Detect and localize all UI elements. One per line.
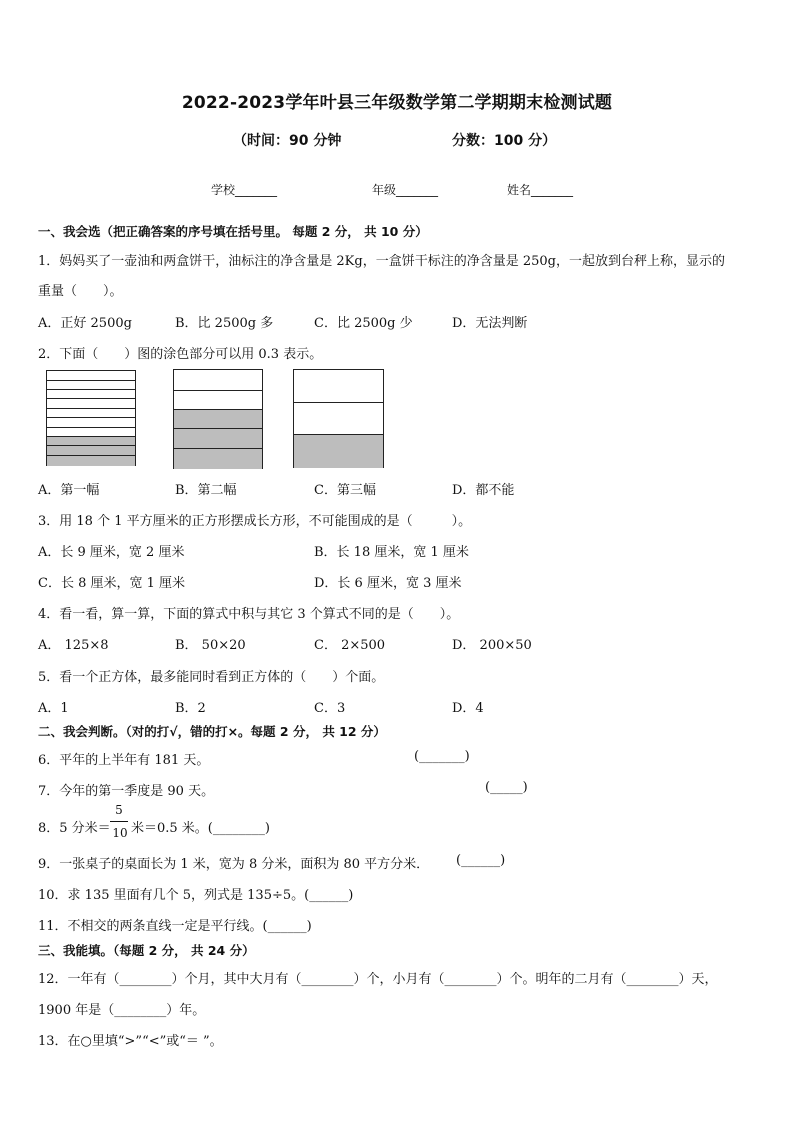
name-field: 姓名_______ <box>507 183 574 197</box>
question-8-pre: 8．5 分米＝ <box>38 821 111 836</box>
figure-1 <box>46 370 136 466</box>
question-7: 7．今年的第一季度是 90 天。 <box>38 784 215 799</box>
q1-option-d: D．无法判断 <box>452 316 528 331</box>
grade-field: 年级_______ <box>372 183 439 197</box>
question-4: 4．看一看，算一算，下面的算式中积与其它 3 个算式不同的是（ ）。 <box>38 607 460 622</box>
fraction-denominator: 10 <box>112 826 128 840</box>
question-13: 13．在○里填“>”“<”或“＝ ”。 <box>38 1034 223 1049</box>
exam-score: 分数：100 分） <box>452 133 557 149</box>
question-1-line1: 1．妈妈买了一壶油和两盒饼干，油标注的净含量是 2Kg，一盒饼干标注的净含量是 250g，一起放到台秤上称，显示的 <box>38 254 725 269</box>
question-8-post: 米＝0.5 米。(________) <box>131 821 270 836</box>
fraction-bar <box>110 821 128 822</box>
q4-option-c: C． 2×500 <box>314 638 386 653</box>
question-7-blank: (_____) <box>485 780 528 795</box>
question-1-line2: 重量（ ）。 <box>38 284 123 299</box>
school-field: 学校_______ <box>211 183 278 197</box>
exam-time: （时间：90 分钟 <box>233 133 342 149</box>
fraction-numerator: 5 <box>115 803 123 817</box>
question-12-line1: 12．一年有（________）个月，其中大月有（________）个，小月有（________）个。明年的二月有（________）天， <box>38 972 718 987</box>
figure-3 <box>293 369 384 468</box>
page-title: 2022-2023学年叶县三年级数学第二学期期末检测试题 <box>181 93 613 113</box>
question-12-line2: 1900 年是（________）年。 <box>38 1003 206 1018</box>
question-2: 2．下面（ ）图的涂色部分可以用 0.3 表示。 <box>38 347 323 362</box>
question-3: 3．用 18 个 1 平方厘米的正方形摆成长方形，不可能围成的是（ ）。 <box>38 514 472 529</box>
q5-option-c: C．3 <box>314 701 346 716</box>
q2-option-a: A．第一幅 <box>38 483 100 498</box>
q2-option-d: D．都不能 <box>452 483 515 498</box>
question-10: 10．求 135 里面有几个 5，列式是 135÷5。(______) <box>38 888 354 903</box>
question-11: 11．不相交的两条直线一定是平行线。(______) <box>38 919 312 934</box>
q1-option-c: C．比 2500g 少 <box>314 316 413 331</box>
q5-option-a: A．1 <box>38 701 69 716</box>
q4-option-b: B． 50×20 <box>175 638 246 653</box>
q4-option-a: A． 125×8 <box>38 638 109 653</box>
q5-option-b: B．2 <box>175 701 206 716</box>
q3-option-c: C．长 8 厘米，宽 1 厘米 <box>38 576 186 591</box>
question-6: 6．平年的上半年有 181 天。 <box>38 753 210 768</box>
figure-2 <box>173 369 263 469</box>
question-6-blank: (_______) <box>414 749 470 764</box>
question-9-blank: (______) <box>456 853 506 868</box>
q3-option-a: A．长 9 厘米，宽 2 厘米 <box>38 545 185 560</box>
q1-option-b: B．比 2500g 多 <box>175 316 274 331</box>
q4-option-d: D． 200×50 <box>452 638 532 653</box>
question-9: 9．一张桌子的桌面长为 1 米，宽为 8 分米，面积为 80 平方分米． <box>38 857 430 872</box>
q3-option-b: B．长 18 厘米，宽 1 厘米 <box>314 545 469 560</box>
q2-option-b: B．第二幅 <box>175 483 237 498</box>
q3-option-d: D．长 6 厘米，宽 3 厘米 <box>314 576 462 591</box>
question-5: 5．看一个正方体，最多能同时看到正方体的（ ）个面。 <box>38 670 385 685</box>
q5-option-d: D．4 <box>452 701 484 716</box>
section-heading-2: 二、我会判断。（对的打√，错的打×。每题 2 分， 共 12 分） <box>38 724 386 739</box>
q1-option-a: A．正好 2500g <box>38 316 132 331</box>
q2-option-c: C．第三幅 <box>314 483 376 498</box>
section-heading-3: 三、我能填。（每题 2 分， 共 24 分） <box>38 943 255 958</box>
section-heading-1: 一、我会选（把正确答案的序号填在括号里。 每题 2 分， 共 10 分） <box>38 224 428 239</box>
